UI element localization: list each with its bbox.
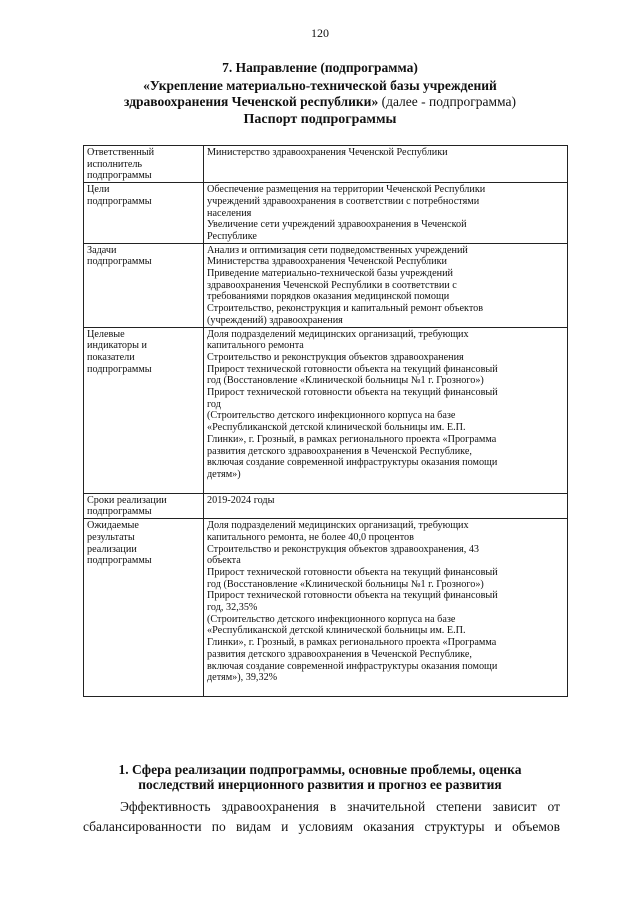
subprogram-name-line2 xyxy=(80,94,560,110)
cell-spacer xyxy=(207,684,564,696)
table-row xyxy=(84,493,568,518)
row-value xyxy=(204,519,568,697)
value-line: Глинки», г. Грозный, в рамках регионального проекта «Программа xyxy=(207,637,497,649)
page-number: 120 xyxy=(311,26,329,40)
table-row xyxy=(84,146,568,183)
passport-table xyxy=(83,145,568,697)
label-line: реализации xyxy=(87,543,137,555)
label-line: Цели xyxy=(87,184,110,196)
value-line: включая создание современной инфраструктуры оказания помощи xyxy=(207,660,498,672)
value-line: требованиями порядков оказания медицинской помощи xyxy=(207,291,450,303)
label-line: Ответственный xyxy=(87,147,155,158)
value-line: (Строительство детского инфекционного корпуса на базе xyxy=(207,410,456,422)
table-row xyxy=(84,327,568,493)
row-label xyxy=(84,493,204,518)
value-line: Доля подразделений медицинских организаций, требующих xyxy=(207,520,469,532)
value-line: год (Восстановление «Клинической больницы №1 г. Грозного») xyxy=(207,578,484,590)
row-label xyxy=(84,243,204,327)
value-line: капитального ремонта, не более 40,0 процентов xyxy=(207,531,414,543)
value-line: включая создание современной инфраструктуры оказания помощи xyxy=(207,457,498,469)
row-label xyxy=(84,327,204,493)
value-line: Доля подразделений медицинских организаций, требующих xyxy=(207,328,469,340)
label-line: подпрограммы xyxy=(87,363,152,375)
label-line: исполнитель xyxy=(87,158,143,170)
label-line: Задачи xyxy=(87,244,117,256)
value-line: развития детского здравоохранения в Чеченской Республике, xyxy=(207,445,472,457)
value-line: Прирост технической готовности объекта на текущий финансовый xyxy=(207,387,498,399)
passport-title: Паспорт подпрограммы xyxy=(243,112,397,127)
row-label xyxy=(84,519,204,697)
paragraph-line2: сбалансированности по видам и условиям оказания структуры и объемов xyxy=(83,819,560,834)
section-heading xyxy=(95,762,545,792)
paragraph-line1: Эффективность здравоохранения в значительной степени зависит от xyxy=(120,799,560,814)
value-line: Прирост технической готовности объекта на текущий финансовый xyxy=(207,363,498,375)
row-label xyxy=(84,183,204,244)
value-line: развития детского здравоохранения в Чеченской Республике, xyxy=(207,648,472,660)
value-line: Обеспечение размещения на территории Чеченской Республики xyxy=(207,184,486,196)
row-value xyxy=(204,183,568,244)
subprogram-name-line1: «Укрепление материально-технической базы учреждений xyxy=(143,78,497,93)
label-line: Ожидаемые xyxy=(87,520,139,532)
label-line: Сроки реализации xyxy=(87,494,167,506)
value-line: учреждений здравоохранения в соответствии с потребностями xyxy=(207,195,480,207)
value-line: Прирост технической готовности объекта на текущий финансовый xyxy=(207,566,498,578)
value-line: детям»), 39,32% xyxy=(207,672,278,684)
value-line: «Республиканской детской клинической больницы им. Е.П. xyxy=(207,625,466,637)
label-line: результаты xyxy=(87,531,135,543)
value-line: год xyxy=(207,398,221,410)
value-line: детям») xyxy=(207,468,241,480)
label-line: подпрограммы xyxy=(87,555,152,567)
value-line: «Республиканской детской клинической больницы им. Е.П. xyxy=(207,422,466,434)
row-value xyxy=(204,243,568,327)
value-line: год (Восстановление «Клинической больницы №1 г. Грозного») xyxy=(207,375,484,387)
subprogram-name-line2-bold: здравоохранения Чеченской республики» xyxy=(124,94,379,109)
label-line: подпрограммы xyxy=(87,195,152,207)
value-line: 2019-2024 годы xyxy=(207,494,275,506)
label-line: индикаторы и xyxy=(87,340,147,352)
value-line: год, 32,35% xyxy=(207,602,258,614)
value-line: Министерства здравоохранения Чеченской Республики xyxy=(207,256,447,268)
value-line: Строительство, реконструкция и капитальный ремонт объектов xyxy=(207,303,484,315)
row-value xyxy=(204,327,568,493)
row-value xyxy=(204,493,568,518)
subprogram-name-line2-normal: (далее - подпрограмма) xyxy=(378,94,516,109)
table-row xyxy=(84,519,568,697)
value-line: (учреждений) здравоохранения xyxy=(207,314,343,326)
value-line: Увеличение сети учреждений здравоохранения в Чеченской xyxy=(207,219,467,231)
value-line: Прирост технической готовности объекта на текущий финансовый xyxy=(207,590,498,602)
value-line: Строительство и реконструкция объектов здравоохранения, 43 xyxy=(207,543,480,555)
body-paragraph xyxy=(83,797,560,837)
label-line: подпрограммы xyxy=(87,506,152,518)
subprogram-direction-title: 7. Направление (подпрограмма) xyxy=(222,60,418,75)
document-header xyxy=(80,60,560,128)
row-value xyxy=(204,146,568,183)
label-line: Целевые xyxy=(87,328,125,340)
label-line: показатели xyxy=(87,351,135,363)
value-line: населения xyxy=(207,207,252,219)
value-line: Министерство здравоохранения Чеченской Республики xyxy=(207,147,448,158)
value-line: здравоохранения Чеченской Республики в соответствии с xyxy=(207,279,457,291)
value-line: объекта xyxy=(207,555,241,567)
label-line: подпрограммы xyxy=(87,170,152,182)
label-line: подпрограммы xyxy=(87,256,152,268)
cell-spacer xyxy=(207,481,564,493)
value-line: (Строительство детского инфекционного корпуса на базе xyxy=(207,613,456,625)
value-line: капитального ремонта xyxy=(207,340,304,352)
value-line: Строительство и реконструкция объектов здравоохранения xyxy=(207,351,464,363)
value-line: Приведение материально-технической базы учреждений xyxy=(207,268,453,280)
table-row xyxy=(84,183,568,244)
value-line: Анализ и оптимизация сети подведомственных учреждений xyxy=(207,244,468,256)
section-heading-line2: последствий инерционного развития и прогноз ее развития xyxy=(138,777,502,792)
row-label xyxy=(84,146,204,183)
value-line: Республике xyxy=(207,230,257,242)
section-heading-line1: 1. Сфера реализации подпрограммы, основные проблемы, оценка xyxy=(118,762,522,777)
table-row xyxy=(84,243,568,327)
value-line: Глинки», г. Грозный, в рамках регионального проекта «Программа xyxy=(207,433,497,445)
